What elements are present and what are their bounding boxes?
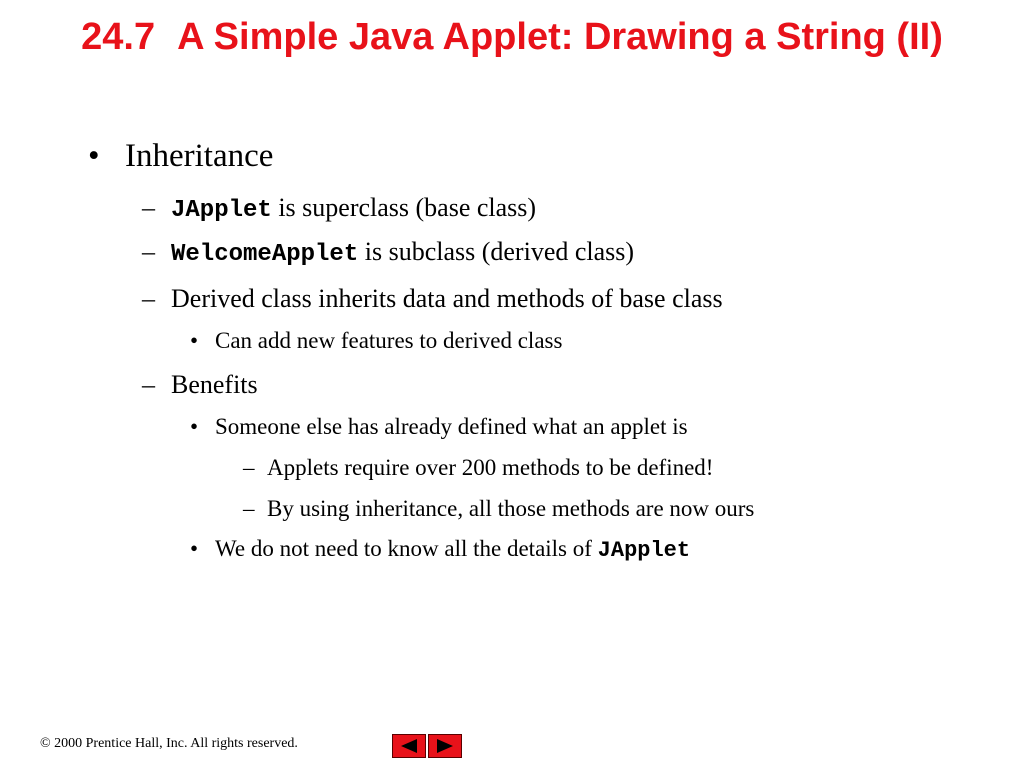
dash-marker: – bbox=[243, 455, 255, 480]
dash-marker: – bbox=[142, 284, 155, 313]
bullet-new-features: Can add new features to derived class bbox=[215, 328, 563, 353]
footer-copyright bbox=[40, 736, 298, 752]
dash-marker: – bbox=[243, 496, 255, 521]
title-text: A Simple Java Applet: Drawing a String (II) bbox=[177, 16, 943, 58]
bullet-marker: • bbox=[88, 138, 100, 174]
welcomeapplet-desc: is subclass (derived class) bbox=[358, 237, 635, 266]
bullet-derived-class: Derived class inherits data and methods of base class bbox=[171, 284, 723, 313]
bullet-someone-else: Someone else has already defined what an applet is bbox=[215, 414, 688, 439]
dash-marker: – bbox=[142, 370, 155, 399]
right-arrow-icon bbox=[433, 737, 457, 755]
bullet-benefits: Benefits bbox=[171, 370, 258, 399]
slide-navigation bbox=[392, 734, 462, 760]
code-japplet: JApplet bbox=[171, 197, 272, 224]
bullet-not-need-details bbox=[215, 536, 690, 563]
bullet-welcomeapplet-subclass bbox=[171, 237, 634, 268]
bullet-methods-ours: By using inheritance, all those methods are now ours bbox=[267, 496, 755, 521]
not-need-details-text: We do not need to know all the details of bbox=[215, 536, 598, 561]
copyright-symbol: © bbox=[40, 736, 51, 751]
bullet-marker: • bbox=[190, 414, 199, 439]
bullet-marker: • bbox=[190, 536, 199, 561]
bullet-marker: • bbox=[190, 328, 199, 353]
left-arrow-icon bbox=[397, 737, 421, 755]
next-slide-button[interactable] bbox=[428, 734, 462, 758]
dash-marker: – bbox=[142, 193, 155, 222]
bullet-japplet-superclass bbox=[171, 193, 536, 224]
code-welcomeapplet: WelcomeApplet bbox=[171, 241, 359, 268]
code-japplet-2: JApplet bbox=[597, 538, 691, 563]
dash-marker: – bbox=[142, 237, 155, 266]
bullet-inheritance: Inheritance bbox=[125, 138, 274, 174]
japplet-desc: is superclass (base class) bbox=[271, 193, 537, 222]
copyright-text: 2000 Prentice Hall, Inc. All rights reserved. bbox=[54, 736, 298, 751]
section-number: 24.7 bbox=[81, 16, 156, 58]
bullet-200-methods: Applets require over 200 methods to be defined! bbox=[267, 455, 714, 480]
previous-slide-button[interactable] bbox=[392, 734, 426, 758]
